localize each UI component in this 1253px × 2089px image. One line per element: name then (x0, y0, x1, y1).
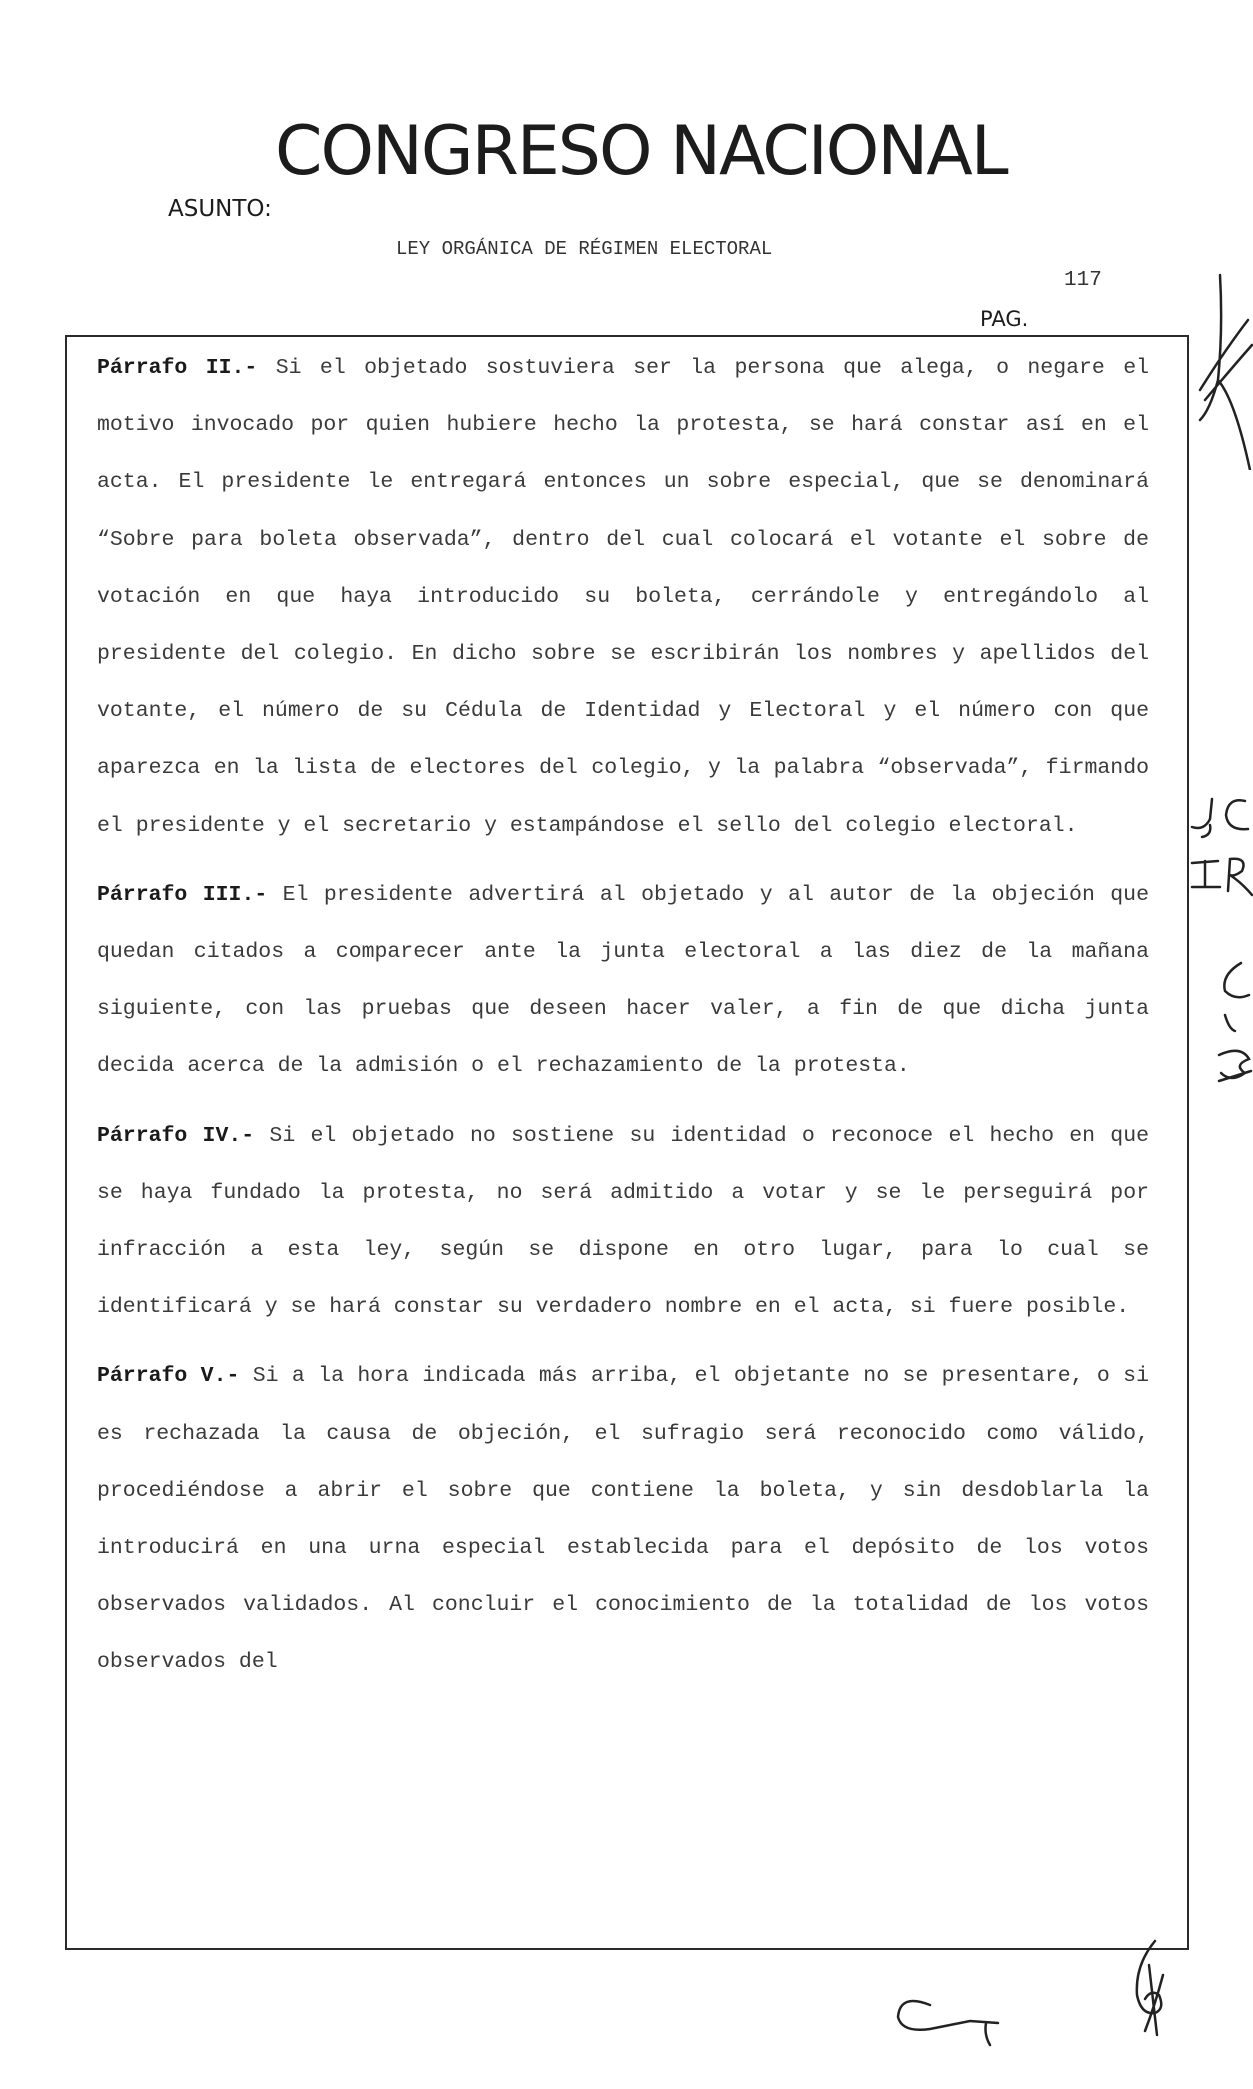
paragraph-ii (97, 340, 1149, 855)
paragraph-iv (97, 1108, 1149, 1337)
page-title: CONGRESO NACIONAL (275, 112, 1007, 191)
paragraph-iii (97, 867, 1149, 1096)
page-number: 117 (1064, 269, 1102, 292)
paragraph-label: Párrafo V.- (97, 1364, 240, 1389)
paragraph-text: Si a la hora indicada más arriba, el objetante no se presentare, o si es rechazada la causa de objeción, el sufragio será reconocido como válido, procediéndose a abrir el sobre que contiene la boleta, y sin desdoblarla la introducirá en una urna especial establecida para el depósito de los votos observados validados. Al concluir el conocimiento de la totalidad de los votos observados del (97, 1364, 1149, 1675)
document-body (97, 340, 1149, 1704)
subject-value: LEY ORGÁNICA DE RÉGIMEN ELECTORAL (396, 238, 773, 260)
signature-margin (1215, 955, 1253, 1105)
paragraph-v (97, 1348, 1149, 1691)
paragraph-text: Si el objetado sostuviera ser la persona que alega, o negare el motivo invocado por quien hubiere hecho la protesta, se hará constar así en el acta. El presidente le entregará entonces un sobre especial, que se denominará “Sobre para boleta observada”, dentro del cual colocará el votante el sobre de votación en que haya introducido su boleta, cerrándole y entregándolo al presidente del colegio. En dicho sobre se escribirán los nombres y apellidos del votante, el número de su Cédula de Identidad y Electoral y el número con que aparezca en la lista de electores del colegio, y la palabra “observada”, firmando el presidente y el secretario y estampándose el sello del colegio electoral. (97, 356, 1150, 838)
page-label: PAG. (980, 307, 1029, 331)
initials-margin (1190, 795, 1253, 905)
paragraph-label: Párrafo IV.- (97, 1123, 255, 1148)
paragraph-label: Párrafo II.- (97, 356, 258, 380)
signature-bottom-right (1115, 1935, 1185, 2045)
paragraph-label: Párrafo III.- (97, 882, 268, 907)
paragraph-text: Si el objetado no sostiene su identidad o reconoce el hecho en que se haya fundado la protesta, no será admitido a votar y se le perseguirá por infracción a esta ley, según se dispone en otro lugar, para lo cual se identificará y se hará constar su verdadero nombre en el acta, si fuere posible. (97, 1123, 1149, 1320)
asunto-label: ASUNTO: (168, 196, 272, 222)
signature-bottom (860, 1965, 1010, 2065)
signature-top-right (1190, 270, 1253, 470)
paragraph-text: El presidente advertirá al objetado y al autor de la objeción que quedan citados a comparecer ante la junta electoral a las diez de la mañana siguiente, con las pruebas que deseen hacer valer, a fin de que dicha junta decida acerca de la admisión o el rechazamiento de la protesta. (97, 882, 1149, 1079)
